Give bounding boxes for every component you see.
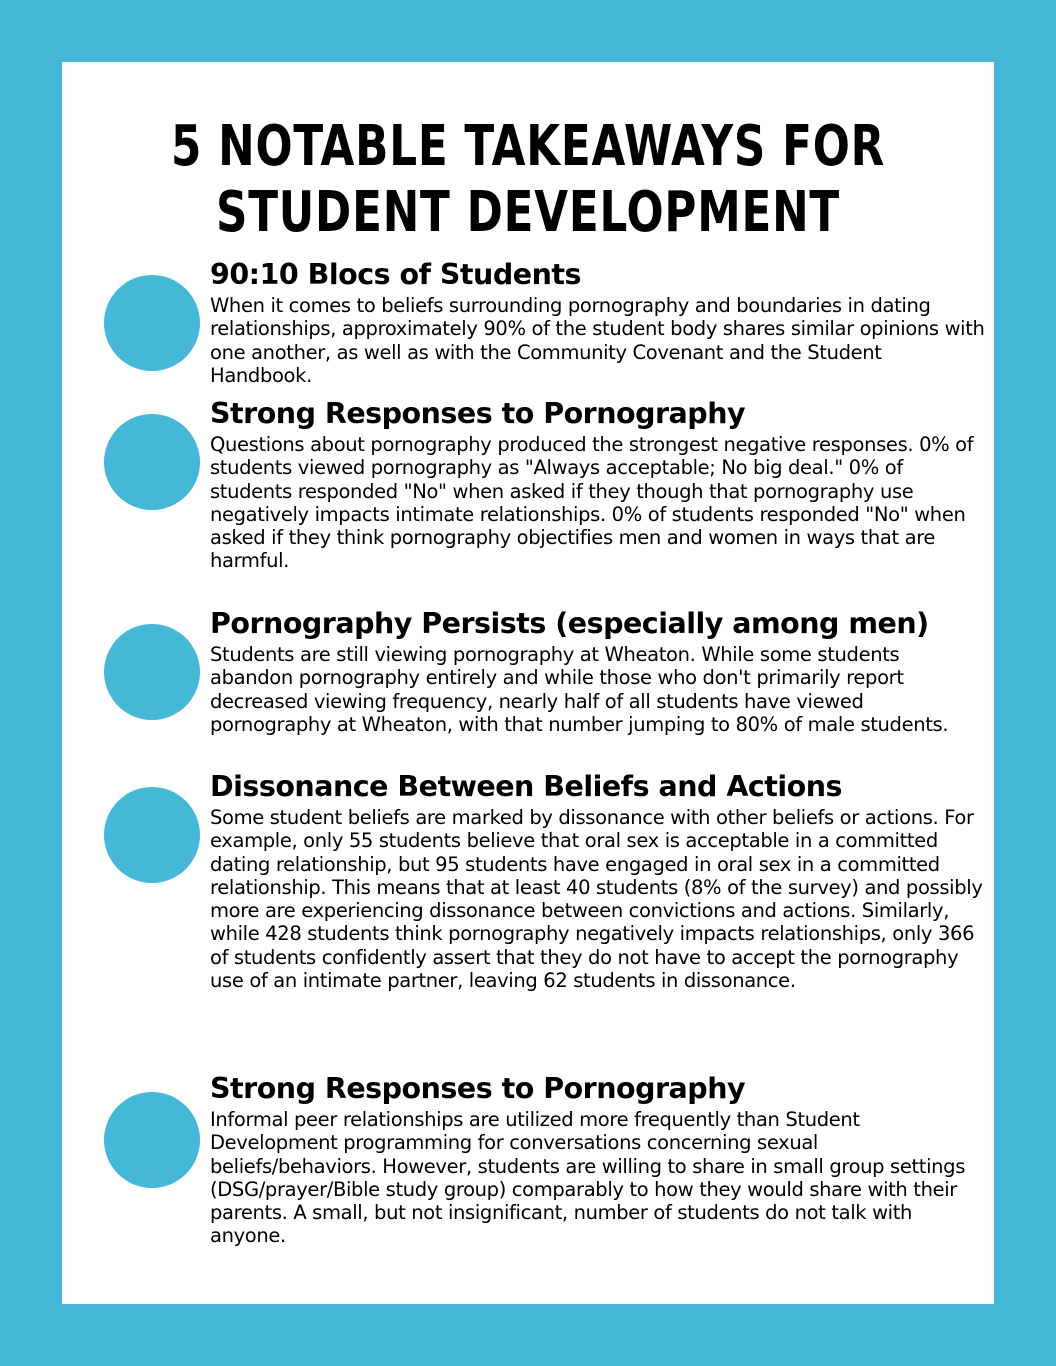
takeaway-heading: Strong Responses to Pornography <box>210 397 746 430</box>
takeaway-text <box>210 397 986 573</box>
takeaway-heading: 90:10 Blocs of Students <box>210 258 581 291</box>
takeaway-text <box>210 770 986 992</box>
page-title <box>165 114 892 246</box>
bullet-circle <box>104 1092 200 1188</box>
bullet-circle <box>104 787 200 883</box>
takeaway-body: When it comes to beliefs surrounding pornography and boundaries in dating relationships, approximately 90% of the student body shares similar opinions with one another, as well as with the Community Covenant and the Student Handbook. <box>210 294 985 387</box>
takeaway-text <box>210 258 986 387</box>
page-title-line-1: 5 NOTABLE TAKEAWAYS FOR <box>170 114 886 179</box>
takeaway-body: Some student beliefs are marked by dissonance with other beliefs or actions. For example, only 55 students believe that oral sex is acceptable in a committed dating relationship, but 95 students have engaged in oral sex in a committed relationship. This means that at least 40 students (8% of the survey) and possibly more are experiencing dissonance between convictions and actions. Similarly, while 428 students think pornography negatively impacts relationships, only 366 of students confidently assert that they do not have to accept the pornography use of an intimate partner, leaving 62 students in dissonance. <box>210 806 983 993</box>
takeaway-body: Informal peer relationships are utilized more frequently than Student Development programming for conversations concerning sexual beliefs/behaviors. However, students are willing to share in small group settings (DSG/prayer/Bible study group) comparably to how they would share with their parents. A small, but not insignificant, number of students do not talk with anyone. <box>210 1108 966 1248</box>
takeaway-text <box>210 1072 986 1248</box>
takeaway-heading: Pornography Persists (especially among men) <box>210 607 929 640</box>
takeaway-body: Questions about pornography produced the strongest negative responses. 0% of students viewed pornography as "Always acceptable; No big deal." 0% of students responded "No" when asked if they though that pornography use negatively impacts intimate relationships. 0% of students responded "No" when asked if they think pornography objectifies men and women in ways that are harmful. <box>210 433 974 573</box>
takeaway-heading: Strong Responses to Pornography <box>210 1072 746 1105</box>
takeaway-heading: Dissonance Between Beliefs and Actions <box>210 770 842 803</box>
bullet-circle <box>104 624 200 720</box>
page-title-line-2: STUDENT DEVELOPMENT <box>215 180 841 245</box>
content-card <box>62 62 994 1304</box>
bullet-circle <box>104 414 200 510</box>
bullet-circle <box>104 275 200 371</box>
takeaway-body: Students are still viewing pornography at Wheaton. While some students abandon pornography entirely and while those who don't primarily report decreased viewing frequency, nearly half of all students have viewed pornography at Wheaton, with that number jumping to 80% of male students. <box>210 643 949 736</box>
takeaway-text <box>210 607 986 736</box>
